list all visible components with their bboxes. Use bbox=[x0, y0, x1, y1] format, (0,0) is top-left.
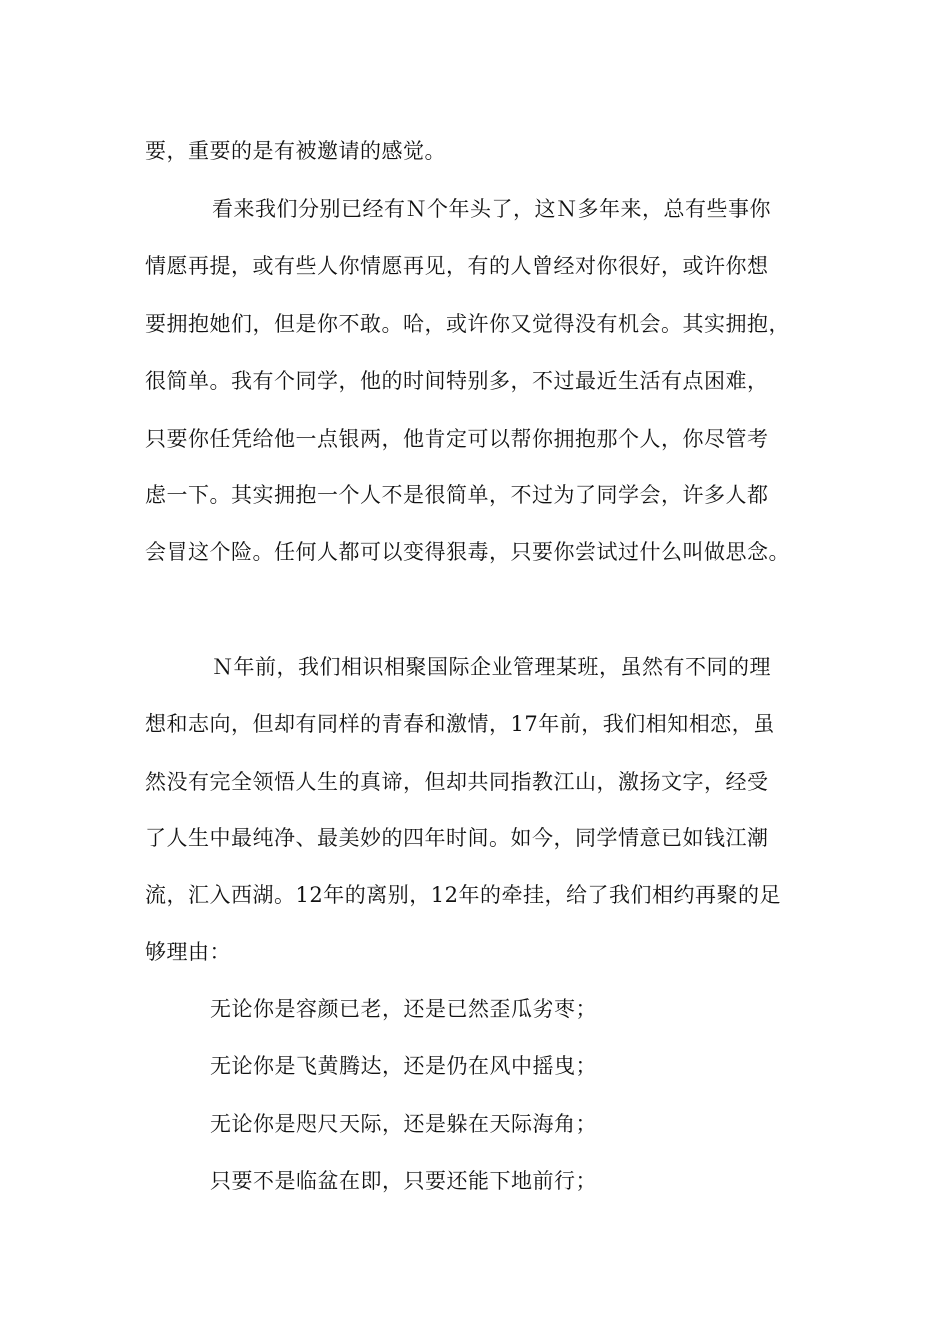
text-line: 无论你是咫尺天际，还是躲在天际海角； bbox=[210, 1112, 597, 1136]
text-line: 只要你任凭给他一点银两，他肯定可以帮你拥抱那个人，你尽管考 bbox=[145, 427, 769, 451]
text-line: 想和志向，但却有同样的青春和激情，17年前，我们相知相恋，虽 bbox=[145, 712, 775, 736]
text-line: 虑一下。其实拥抱一个人不是很简单，不过为了同学会，许多人都 bbox=[145, 483, 769, 507]
text-line: 够理由： bbox=[145, 940, 231, 964]
text-line: 无论你是容颜已老，还是已然歪瓜劣枣； bbox=[210, 997, 597, 1021]
text-line: 无论你是飞黄腾达，还是仍在风中摇曳； bbox=[210, 1054, 597, 1078]
text-line: Ｎ年前，我们相识相聚国际企业管理某班，虽然有不同的理 bbox=[212, 655, 771, 679]
text-line: 了人生中最纯净、最美妙的四年时间。如今，同学情意已如钱江潮 bbox=[145, 826, 769, 850]
text-line: 只要不是临盆在即，只要还能下地前行； bbox=[210, 1169, 597, 1193]
text-line: 很简单。我有个同学，他的时间特别多，不过最近生活有点困难， bbox=[145, 369, 769, 393]
text-line: 会冒这个险。任何人都可以变得狠毒，只要你尝试过什么叫做思念。 bbox=[145, 540, 790, 564]
text-line: 要，重要的是有被邀请的感觉。 bbox=[145, 139, 446, 163]
text-line: 然没有完全领悟人生的真谛，但却共同指教江山，激扬文字，经受 bbox=[145, 770, 769, 794]
text-line: 流，汇入西湖。12年的离别，12年的牵挂，给了我们相约再聚的足 bbox=[145, 883, 781, 907]
text-line: 要拥抱她们，但是你不敢。哈，或许你又觉得没有机会。其实拥抱， bbox=[145, 312, 790, 336]
text-line: 看来我们分别已经有Ｎ个年头了，这Ｎ多年来，总有些事你 bbox=[212, 197, 771, 221]
text-line: 情愿再提，或有些人你情愿再见，有的人曾经对你很好，或许你想 bbox=[145, 254, 769, 278]
